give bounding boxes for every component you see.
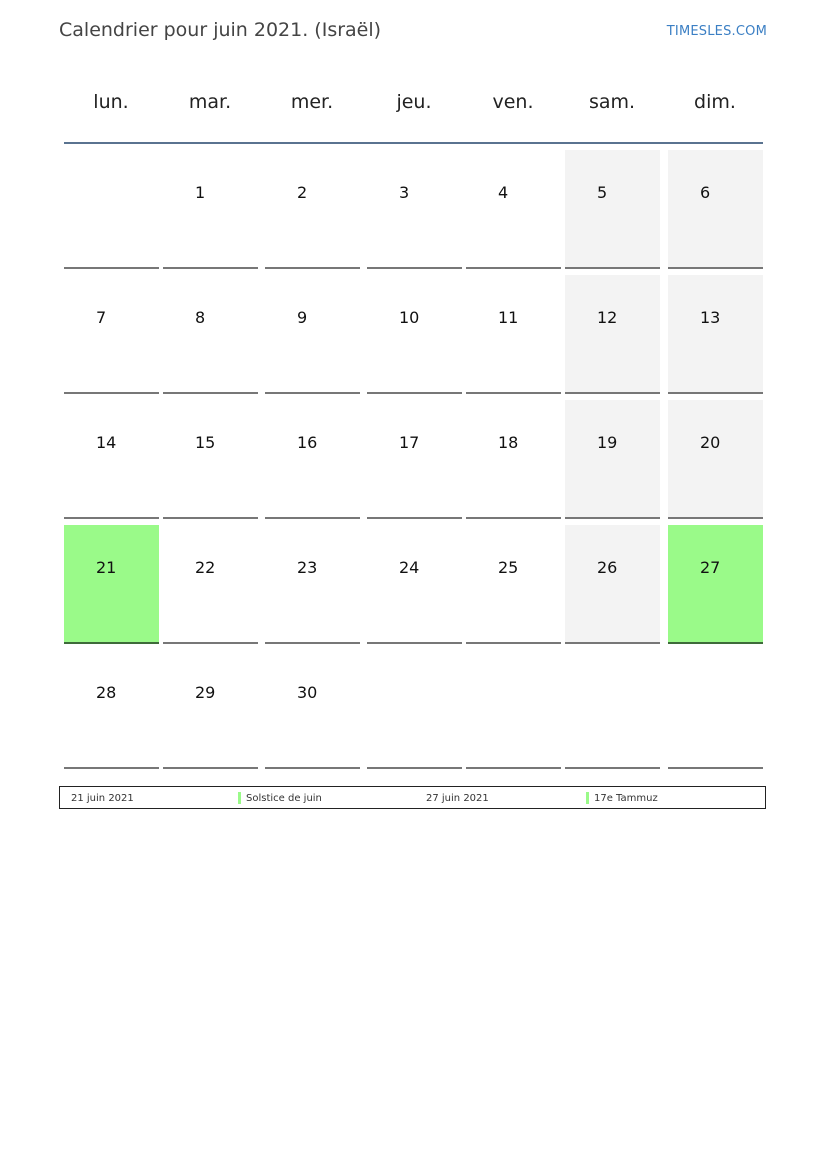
day-cell[interactable]: [466, 150, 561, 269]
day-cell[interactable]: [565, 400, 660, 519]
day-number: 16: [297, 433, 318, 452]
day-cell[interactable]: [64, 650, 159, 769]
day-number: 10: [399, 308, 420, 327]
legend-name-1: Solstice de juin: [246, 793, 322, 804]
day-cell[interactable]: [163, 150, 258, 269]
day-number: 13: [700, 308, 721, 327]
day-number: 5: [597, 183, 608, 202]
weekday-label: mer.: [290, 91, 334, 113]
day-cell[interactable]: [367, 400, 462, 519]
day-cell[interactable]: [265, 275, 360, 394]
weekday-label: lun.: [93, 91, 129, 113]
day-cell[interactable]: [265, 150, 360, 269]
day-number: 4: [498, 183, 509, 202]
header-divider: [64, 142, 763, 144]
page-title: Calendrier pour juin 2021. (Israël): [59, 19, 382, 41]
day-cell[interactable]: [265, 400, 360, 519]
day-number: 18: [498, 433, 519, 452]
holiday-legend: [59, 786, 766, 809]
day-cell[interactable]: [668, 400, 763, 519]
empty-day-cell: [565, 650, 660, 769]
weekday-label: jeu.: [396, 91, 432, 113]
day-cell[interactable]: [565, 275, 660, 394]
day-number: 24: [399, 558, 420, 577]
day-cell[interactable]: [466, 525, 561, 644]
legend-date-2: 27 juin 2021: [426, 793, 489, 804]
day-cell[interactable]: [367, 150, 462, 269]
day-number: 14: [96, 433, 117, 452]
day-cell[interactable]: [367, 525, 462, 644]
day-cell[interactable]: [163, 400, 258, 519]
day-cell[interactable]: [466, 275, 561, 394]
day-cell[interactable]: [163, 275, 258, 394]
day-number: 8: [195, 308, 206, 327]
brand-link[interactable]: TIMESLES.COM: [666, 24, 767, 39]
holiday-day-cell[interactable]: [64, 525, 159, 644]
day-number: 19: [597, 433, 618, 452]
day-number: 21: [96, 558, 117, 577]
day-number: 9: [297, 308, 308, 327]
day-number: 30: [297, 683, 318, 702]
day-cell[interactable]: [265, 650, 360, 769]
legend-color-swatch-1: [238, 792, 241, 804]
weekday-label: dim.: [694, 91, 736, 113]
day-number: 26: [597, 558, 618, 577]
day-number: 11: [498, 308, 519, 327]
day-number: 17: [399, 433, 420, 452]
day-cell[interactable]: [64, 275, 159, 394]
empty-day-cell: [466, 650, 561, 769]
weekday-label: sam.: [588, 91, 636, 113]
day-number: 23: [297, 558, 318, 577]
legend-date-1: 21 juin 2021: [71, 793, 134, 804]
day-cell[interactable]: [265, 525, 360, 644]
day-cell[interactable]: [367, 275, 462, 394]
day-number: 2: [297, 183, 308, 202]
day-number: 20: [700, 433, 721, 452]
day-cell[interactable]: [466, 400, 561, 519]
empty-day-cell: [668, 650, 763, 769]
day-number: 15: [195, 433, 216, 452]
day-number: 28: [96, 683, 117, 702]
empty-day-cell: [64, 150, 159, 269]
legend-color-swatch-2: [586, 792, 589, 804]
day-number: 29: [195, 683, 216, 702]
holiday-day-cell[interactable]: [668, 525, 763, 644]
day-number: 7: [96, 308, 107, 327]
day-cell[interactable]: [64, 400, 159, 519]
day-cell[interactable]: [565, 150, 660, 269]
legend-name-2: 17e Tammuz: [594, 793, 658, 804]
day-number: 6: [700, 183, 711, 202]
day-number: 25: [498, 558, 519, 577]
empty-day-cell: [367, 650, 462, 769]
day-cell[interactable]: [565, 525, 660, 644]
day-number: 12: [597, 308, 618, 327]
day-number: 1: [195, 183, 206, 202]
day-number: 22: [195, 558, 216, 577]
weekday-label: ven.: [492, 91, 534, 113]
day-cell[interactable]: [163, 525, 258, 644]
day-number: 3: [399, 183, 410, 202]
day-cell[interactable]: [668, 275, 763, 394]
day-cell[interactable]: [668, 150, 763, 269]
day-cell[interactable]: [163, 650, 258, 769]
day-number: 27: [700, 558, 721, 577]
weekday-label: mar.: [188, 91, 232, 113]
